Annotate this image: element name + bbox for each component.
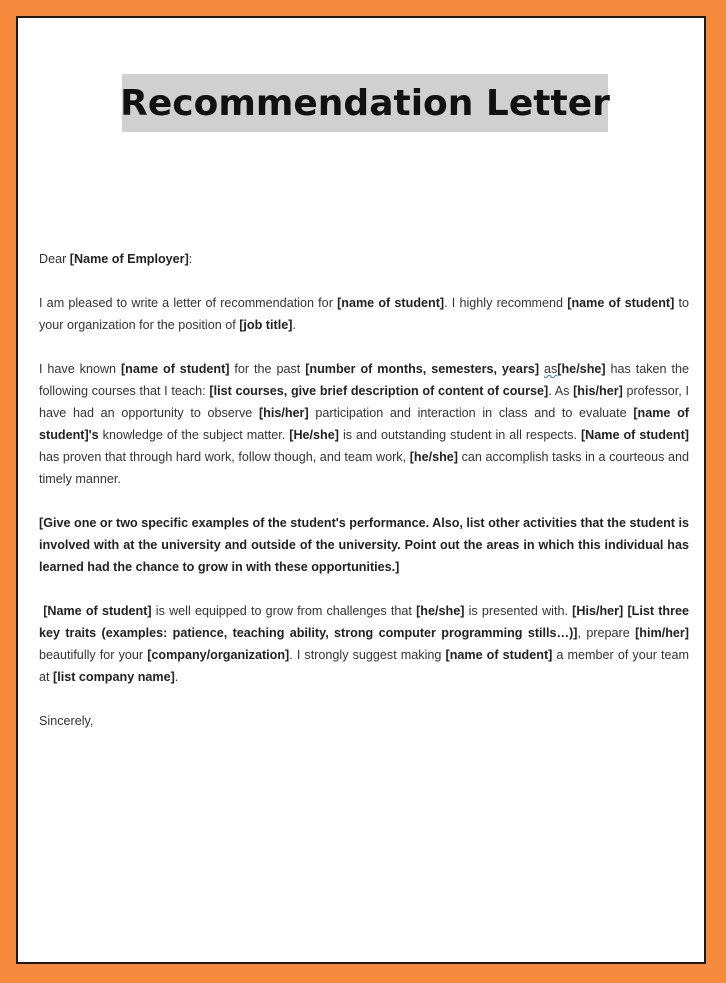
text: knowledge of the subject matter.	[98, 428, 290, 442]
page-title: Recommendation Letter	[120, 82, 610, 124]
pronoun-placeholder: [he/she]	[409, 450, 458, 464]
student-placeholder: [Name of student]	[43, 604, 152, 618]
text: has proven that through hard work, follow though, and team work,	[39, 450, 410, 464]
pronoun-placeholder: [his/her]	[258, 406, 309, 420]
paragraph-examples	[39, 512, 689, 578]
student-placeholder: [name of student]'s	[39, 406, 689, 442]
spellcheck-word: as	[543, 362, 558, 376]
text: , prepare	[577, 626, 636, 640]
paragraph-traits	[39, 600, 689, 688]
letter-body	[39, 248, 689, 754]
pronoun-placeholder: [him/her]	[635, 626, 689, 640]
text: for the past	[229, 362, 306, 376]
text: to your organization for the position of	[39, 296, 689, 332]
text: .	[174, 670, 179, 684]
title-highlight	[122, 74, 608, 132]
text: I have known	[39, 362, 121, 376]
pronoun-placeholder: [His/her]	[572, 604, 624, 618]
text: a member of your team at	[39, 648, 689, 684]
student-placeholder: [name of student]	[445, 648, 553, 662]
salutation-suffix: :	[188, 252, 193, 266]
employer-placeholder: [Name of Employer]	[69, 252, 189, 266]
student-placeholder: [name of student]	[337, 296, 445, 310]
pronoun-placeholder: [He/she]	[289, 428, 339, 442]
examples-placeholder: [Give one or two specific examples of the student's performance. Also, list other activities that the student is involved with at the university and outside of the university. Point out the areas in which this individual has learned had the chance to grow in with these opportunities.]	[39, 516, 689, 574]
text: . I highly recommend	[444, 296, 568, 310]
salutation-prefix: Dear	[39, 252, 70, 266]
closing: Sincerely,	[39, 714, 94, 728]
company-placeholder: [company/organization]	[147, 648, 290, 662]
text: can accomplish tasks in a courteous and timely manner.	[39, 450, 689, 486]
courses-placeholder: [list courses, give brief description of content of course]	[209, 384, 549, 398]
text: . I strongly suggest making	[289, 648, 446, 662]
text: .	[292, 318, 296, 332]
paragraph-intro	[39, 292, 689, 336]
traits-placeholder: [List three key traits (examples: patience, teaching ability, strong computer programming stills…)]	[39, 604, 690, 640]
student-placeholder: [name of student]	[120, 362, 230, 376]
salutation	[39, 248, 689, 270]
text: participation and interaction in class and to evaluate	[308, 406, 634, 420]
letter-page	[16, 16, 706, 964]
company-name-placeholder: [list company name]	[53, 670, 175, 684]
text: has taken the following courses that I teach:	[39, 362, 689, 398]
student-placeholder: [Name of student]	[580, 428, 689, 442]
duration-placeholder: [number of months, semesters, years]	[305, 362, 540, 376]
text: I am pleased to write a letter of recommendation for	[39, 296, 338, 310]
job-title-placeholder: [job title]	[239, 318, 293, 332]
paragraph-courses	[39, 358, 689, 490]
text: . As	[548, 384, 574, 398]
text: is well equipped to grow from challenges that	[151, 604, 417, 618]
text: beautifully for your	[39, 648, 148, 662]
text: is and outstanding student in all respects.	[338, 428, 581, 442]
pronoun-placeholder: [he/she]	[416, 604, 465, 618]
text: professor, I have had an opportunity to observe	[39, 384, 689, 420]
text: is presented with.	[464, 604, 573, 618]
pronoun-placeholder: [his/her]	[573, 384, 623, 398]
student-placeholder: [name of student]	[567, 296, 675, 310]
pronoun-placeholder: [he/she]	[557, 362, 606, 376]
